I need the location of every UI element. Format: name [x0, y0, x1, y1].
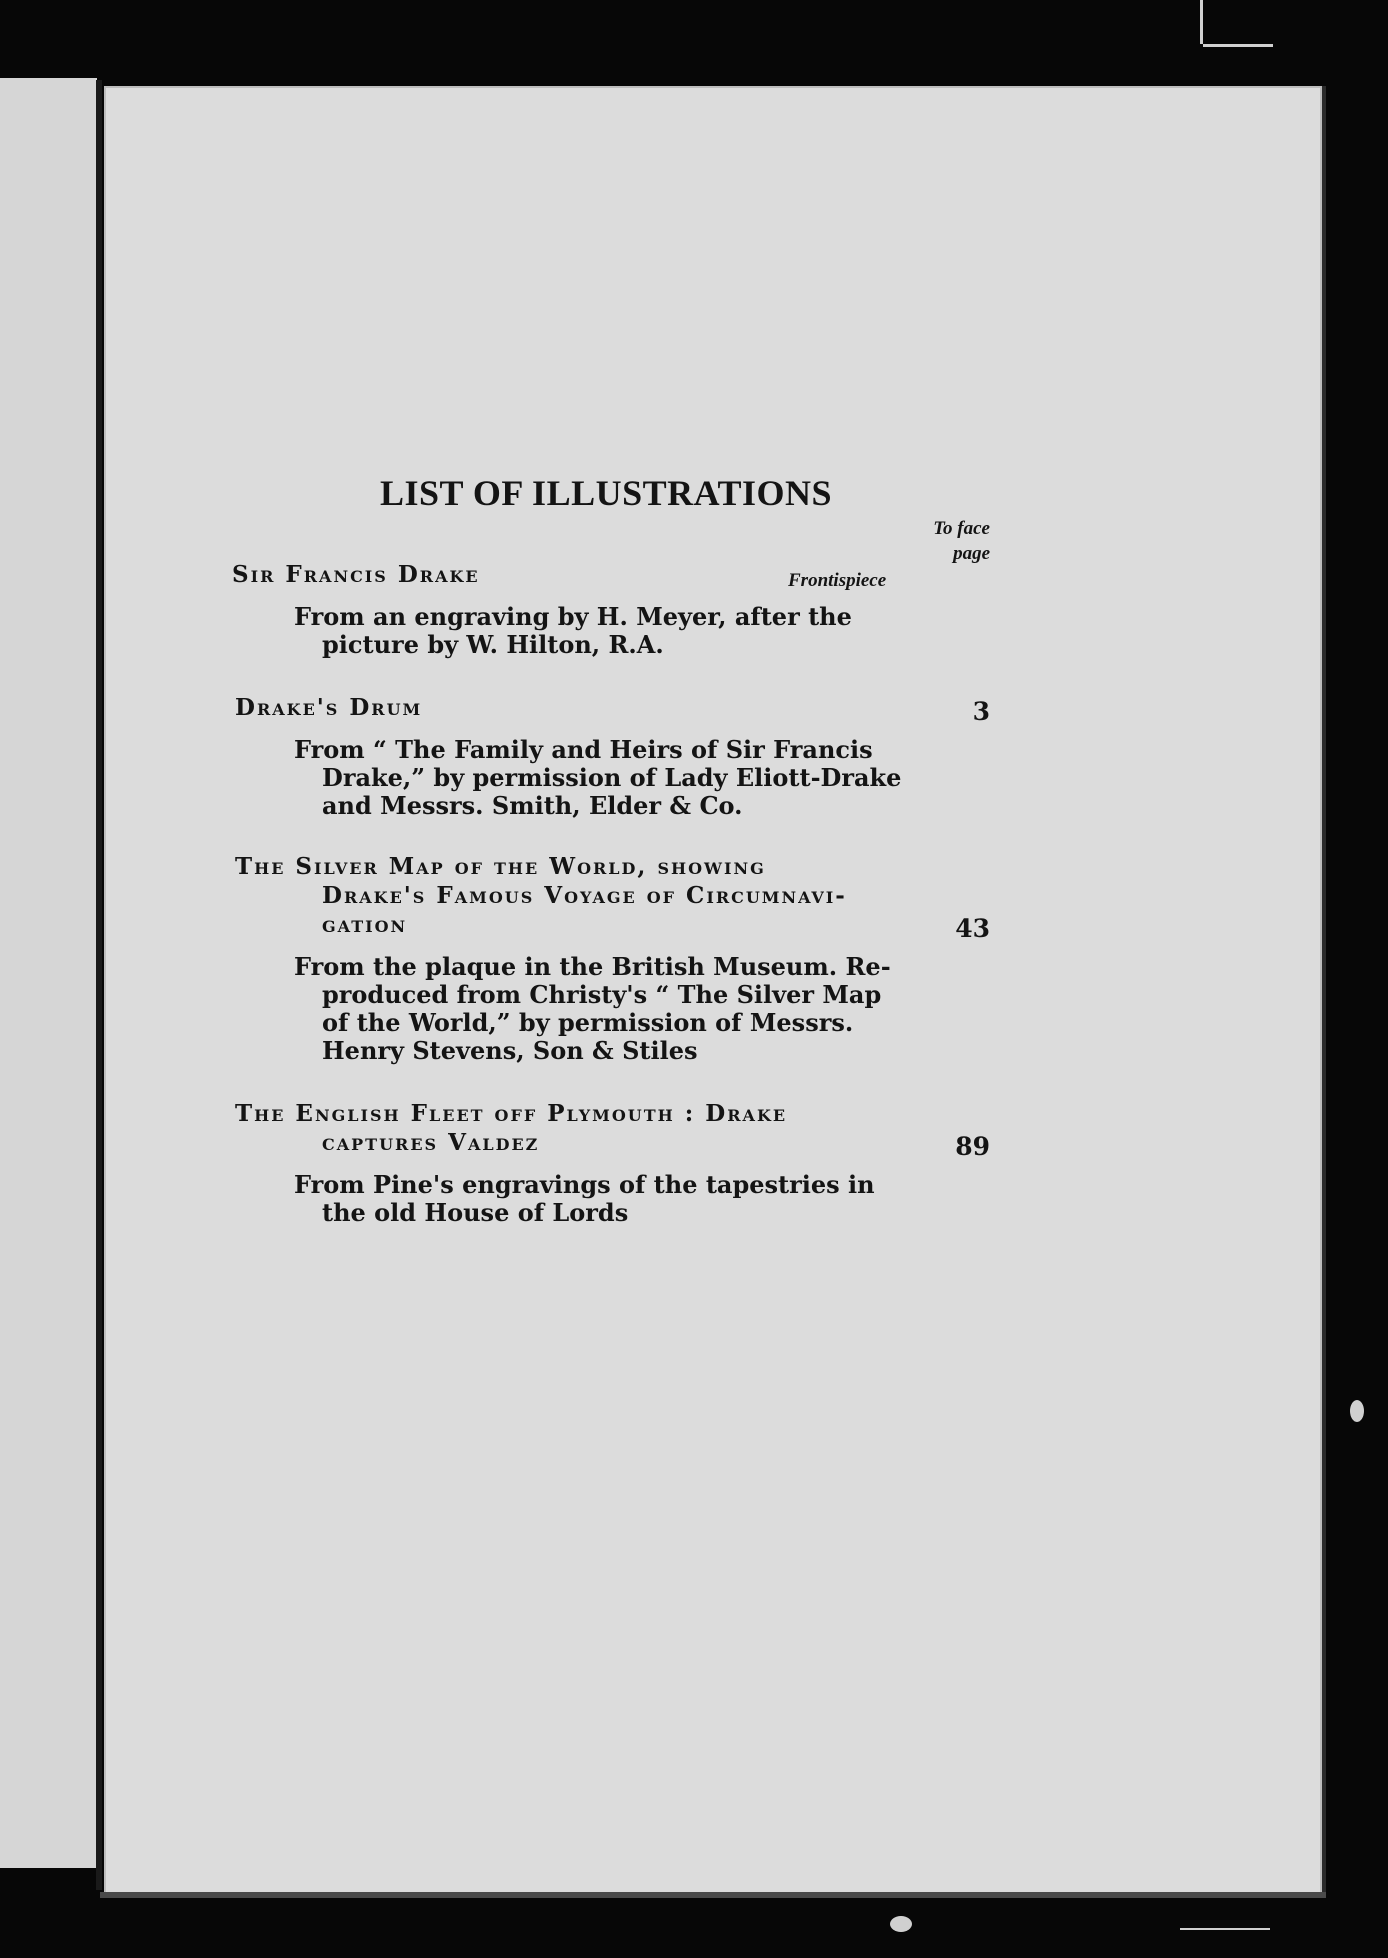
entry-heading: Drake's Drum — [235, 694, 423, 721]
entry-heading: gation — [322, 911, 408, 938]
entry-heading: The Silver Map of the World, showing — [235, 853, 766, 880]
page-bottom-edge — [100, 1892, 1326, 1898]
entry-description: of the World,” by permission of Messrs. — [322, 1008, 854, 1037]
entry-description: and Messrs. Smith, Elder & Co. — [322, 791, 743, 820]
book-gutter — [96, 80, 102, 1890]
column-header-to-face: To face — [933, 518, 990, 539]
entry-description: picture by W. Hilton, R.A. — [322, 630, 664, 659]
entry-description: From the plaque in the British Museum. Re- — [294, 952, 891, 981]
entry-page-number: 43 — [955, 914, 990, 943]
scan-artifact — [1350, 1400, 1364, 1422]
page-title: LIST OF ILLUSTRATIONS — [380, 473, 832, 513]
scan-artifact — [890, 1916, 912, 1932]
entry-page-number: 89 — [955, 1132, 990, 1161]
entry-heading: captures Valdez — [322, 1129, 540, 1156]
scan-artifact — [1200, 0, 1203, 44]
column-header-page: page — [953, 543, 990, 564]
entry-description: From an engraving by H. Meyer, after the — [294, 602, 852, 631]
scan-artifact — [1180, 1928, 1270, 1930]
entry-heading: Drake's Famous Voyage of Circumnavi- — [322, 882, 847, 909]
entry-heading: Sir Francis Drake — [232, 561, 480, 588]
entry-page-frontispiece: Frontispiece — [788, 570, 887, 591]
entry-description: the old House of Lords — [322, 1198, 629, 1227]
entry-description: From Pine's engravings of the tapestries in — [294, 1170, 875, 1199]
entry-description: Henry Stevens, Son & Stiles — [322, 1036, 698, 1065]
entry-description: produced from Christy's “ The Silver Map — [322, 980, 882, 1009]
facing-page-edge — [0, 78, 97, 1868]
entry-heading: The English Fleet off Plymouth : Drake — [235, 1100, 788, 1127]
entry-description: Drake,” by permission of Lady Eliott-Drake — [322, 763, 902, 792]
page-right-edge — [1322, 86, 1326, 1896]
entry-description: From “ The Family and Heirs of Sir Francis — [294, 735, 873, 764]
entry-page-number: 3 — [972, 697, 990, 726]
scan-artifact — [1203, 44, 1273, 47]
